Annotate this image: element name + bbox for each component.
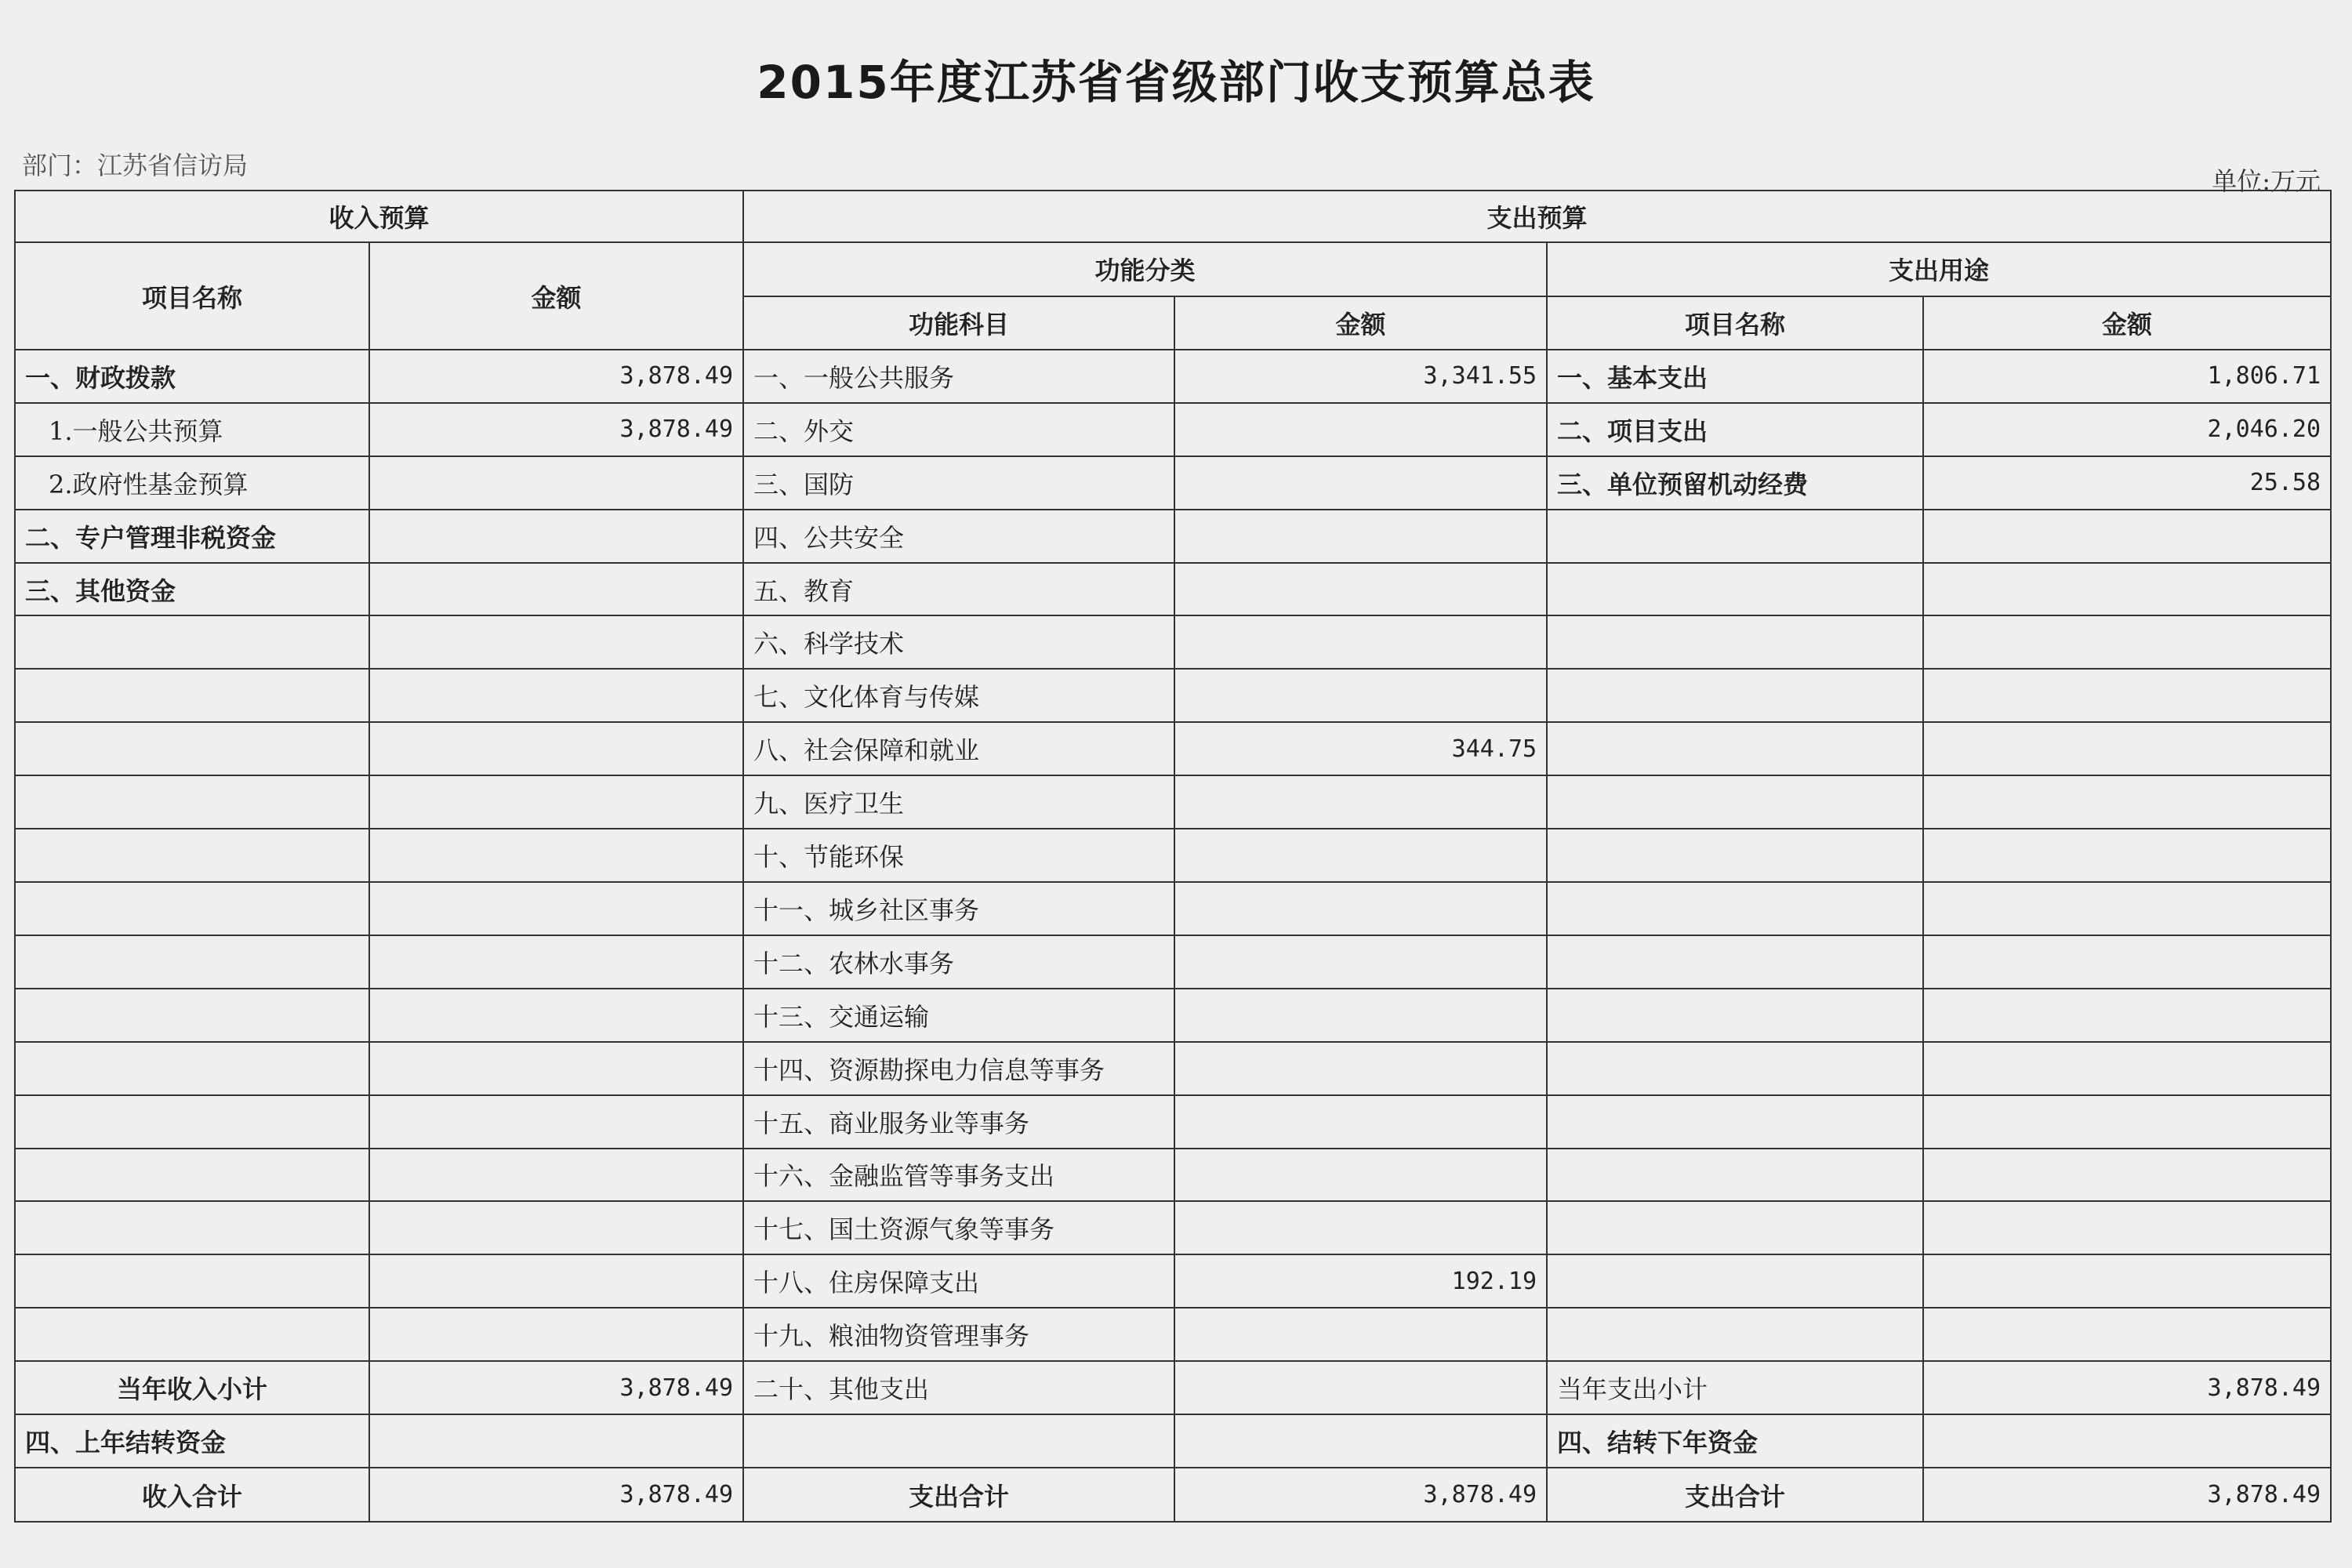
- carryover-row: [15, 1414, 2331, 1468]
- functional-subject-amount: [1174, 456, 1547, 510]
- table-row: [15, 1095, 2331, 1149]
- income-item-name: 二、专户管理非税资金: [15, 510, 369, 563]
- income-subtotal-label: 当年收入小计: [15, 1361, 369, 1414]
- functional-subject-amount: [1174, 510, 1547, 563]
- functional-subject-amount: [1174, 615, 1547, 669]
- prior-carryover-label: 四、上年结转资金: [15, 1414, 369, 1468]
- use-item-name: 三、单位预留机动经费: [1547, 456, 1923, 510]
- expense-total-use-label: 支出合计: [1547, 1468, 1923, 1522]
- use-item-amount: [1923, 1149, 2331, 1202]
- use-item-amount: [1923, 775, 2331, 829]
- income-amount: [369, 1095, 743, 1149]
- income-item-name: 三、其他资金: [15, 563, 369, 616]
- table-row: [15, 350, 2331, 403]
- use-item-name: [1547, 882, 1923, 935]
- use-item-name: [1547, 1201, 1923, 1254]
- functional-subject-amount: [1174, 1308, 1547, 1361]
- income-item-name: [15, 829, 369, 882]
- income-item-name: [15, 989, 369, 1042]
- use-item-name: [1547, 989, 1923, 1042]
- table-row: [15, 775, 2331, 829]
- income-subtotal-amount: 3,878.49: [369, 1361, 743, 1414]
- next-carryover-label: 四、结转下年资金: [1547, 1414, 1923, 1468]
- income-amount: [369, 1254, 743, 1308]
- use-item-amount: [1923, 935, 2331, 989]
- income-item-name: 1.一般公共预算: [15, 403, 369, 456]
- table-row: [15, 1042, 2331, 1095]
- income-item-name: [15, 1149, 369, 1202]
- use-item-amount: [1923, 829, 2331, 882]
- table-row: [15, 1201, 2331, 1254]
- expense-total-functional-amount: 3,878.49: [1174, 1468, 1547, 1522]
- use-item-name: [1547, 615, 1923, 669]
- income-amount: [369, 935, 743, 989]
- income-item-name: [15, 935, 369, 989]
- prior-carryover-amount: [369, 1414, 743, 1468]
- use-item-amount: [1923, 1095, 2331, 1149]
- functional-subject-amount: [1174, 775, 1547, 829]
- use-item-amount: [1923, 882, 2331, 935]
- income-item-name: [15, 775, 369, 829]
- income-amount: [369, 1201, 743, 1254]
- use-item-name-header: 项目名称: [1547, 296, 1923, 350]
- use-amount-header: 金额: [1923, 296, 2331, 350]
- functional-subject-name: 二、外交: [743, 403, 1174, 456]
- expense-budget-header: 支出预算: [743, 191, 2331, 242]
- use-item-amount: [1923, 1042, 2331, 1095]
- use-item-name: [1547, 1308, 1923, 1361]
- income-amount-header: 金额: [369, 242, 743, 350]
- table-row: [15, 1254, 2331, 1308]
- use-item-name: [1547, 1149, 1923, 1202]
- income-amount: [369, 669, 743, 722]
- functional-class-header: 功能分类: [743, 242, 1547, 296]
- use-item-name: [1547, 563, 1923, 616]
- functional-subject-name: 十一、城乡社区事务: [743, 882, 1174, 935]
- income-item-name: 一、财政拨款: [15, 350, 369, 403]
- income-budget-header: 收入预算: [15, 191, 743, 242]
- functional-subject-name: 十八、住房保障支出: [743, 1254, 1174, 1308]
- income-item-name: [15, 1254, 369, 1308]
- table-row: [15, 563, 2331, 616]
- income-total-label: 收入合计: [15, 1468, 369, 1522]
- table-row: [15, 510, 2331, 563]
- functional-blank-amount: [1174, 1414, 1547, 1468]
- income-amount: [369, 615, 743, 669]
- table-row: [15, 829, 2331, 882]
- use-item-amount: [1923, 989, 2331, 1042]
- functional-subject-name: 十二、农林水事务: [743, 935, 1174, 989]
- functional-subject-amount: [1174, 989, 1547, 1042]
- functional-subject-name: 十四、资源勘探电力信息等事务: [743, 1042, 1174, 1095]
- functional-subject-name: 八、社会保障和就业: [743, 722, 1174, 775]
- income-amount: [369, 563, 743, 616]
- use-item-name: [1547, 510, 1923, 563]
- income-item-name: [15, 722, 369, 775]
- functional-amount-header: 金额: [1174, 296, 1547, 350]
- income-amount: [369, 1149, 743, 1202]
- functional-subject-name: 十三、交通运输: [743, 989, 1174, 1042]
- use-item-amount: 25.58: [1923, 456, 2331, 510]
- functional-subject-name: 十五、商业服务业等事务: [743, 1095, 1174, 1149]
- functional-subject-name: 六、科学技术: [743, 615, 1174, 669]
- income-amount: [369, 722, 743, 775]
- use-item-amount: [1923, 1201, 2331, 1254]
- use-item-name: [1547, 1254, 1923, 1308]
- use-item-name: [1547, 829, 1923, 882]
- use-item-name: [1547, 775, 1923, 829]
- next-carryover-amount: [1923, 1414, 2331, 1468]
- expense-total-functional-label: 支出合计: [743, 1468, 1174, 1522]
- use-item-name: 二、项目支出: [1547, 403, 1923, 456]
- functional-subject-name: 四、公共安全: [743, 510, 1174, 563]
- functional-subject-amount: [1174, 882, 1547, 935]
- functional-subject-amount: [1174, 1201, 1547, 1254]
- table-row: [15, 882, 2331, 935]
- functional-subject-amount: 192.19: [1174, 1254, 1547, 1308]
- functional-subject-amount: [1174, 1095, 1547, 1149]
- use-item-amount: [1923, 1254, 2331, 1308]
- functional-subject-name: 十九、粮油物资管理事务: [743, 1308, 1174, 1361]
- use-item-amount: [1923, 615, 2331, 669]
- income-amount: [369, 1042, 743, 1095]
- use-item-amount: [1923, 563, 2331, 616]
- income-total-amount: 3,878.49: [369, 1468, 743, 1522]
- income-amount: [369, 456, 743, 510]
- table-row: [15, 935, 2331, 989]
- table-row: [15, 669, 2331, 722]
- expense-use-header: 支出用途: [1547, 242, 2331, 296]
- income-item-name: [15, 669, 369, 722]
- totals-row: [15, 1468, 2331, 1522]
- use-item-amount: [1923, 510, 2331, 563]
- expense-subtotal-label: 当年支出小计: [1547, 1361, 1923, 1414]
- page-title: 2015年度江苏省省级部门收支预算总表: [757, 56, 1595, 109]
- functional-subject-amount: [1174, 1361, 1547, 1414]
- use-item-amount: [1923, 1308, 2331, 1361]
- income-amount: [369, 775, 743, 829]
- functional-subject-amount: 3,341.55: [1174, 350, 1547, 403]
- income-item-name: [15, 1201, 369, 1254]
- functional-subject-name: 五、教育: [743, 563, 1174, 616]
- functional-subject-amount: [1174, 829, 1547, 882]
- functional-subject-name: 三、国防: [743, 456, 1174, 510]
- table-row: [15, 403, 2331, 456]
- functional-subject-amount: [1174, 935, 1547, 989]
- department-label: 部门：江苏省信访局: [22, 151, 249, 180]
- use-item-amount: 2,046.20: [1923, 403, 2331, 456]
- table-row: [15, 615, 2331, 669]
- use-item-name: [1547, 935, 1923, 989]
- functional-subject-amount: [1174, 1149, 1547, 1202]
- income-amount: [369, 510, 743, 563]
- use-item-name: [1547, 722, 1923, 775]
- income-item-name: [15, 1308, 369, 1361]
- table-row: [15, 456, 2331, 510]
- unit-label: 单位:万元: [2212, 166, 2321, 196]
- income-item-name: [15, 1095, 369, 1149]
- income-item-name: [15, 882, 369, 935]
- table-row: [15, 1149, 2331, 1202]
- income-item-name: [15, 615, 369, 669]
- use-item-amount: [1923, 722, 2331, 775]
- functional-subject-name: 十六、金融监管等事务支出: [743, 1149, 1174, 1202]
- budget-summary-table: [14, 190, 2332, 1523]
- functional-subject-name: 二十、其他支出: [743, 1361, 1174, 1414]
- income-amount: 3,878.49: [369, 403, 743, 456]
- expense-subtotal-amount: 3,878.49: [1923, 1361, 2331, 1414]
- functional-subject-name: 九、医疗卫生: [743, 775, 1174, 829]
- functional-subject-name: 七、文化体育与传媒: [743, 669, 1174, 722]
- expense-total-use-amount: 3,878.49: [1923, 1468, 2331, 1522]
- use-item-name: [1547, 1042, 1923, 1095]
- functional-subject-amount: 344.75: [1174, 722, 1547, 775]
- table-row: [15, 1308, 2331, 1361]
- functional-subject-amount: [1174, 1042, 1547, 1095]
- use-item-amount: [1923, 669, 2331, 722]
- income-amount: [369, 1308, 743, 1361]
- income-amount: 3,878.49: [369, 350, 743, 403]
- table-row: [15, 722, 2331, 775]
- use-item-amount: 1,806.71: [1923, 350, 2331, 403]
- use-item-name: [1547, 669, 1923, 722]
- use-item-name: [1547, 1095, 1923, 1149]
- income-item-name: [15, 1042, 369, 1095]
- functional-subject-amount: [1174, 563, 1547, 616]
- use-item-name: 一、基本支出: [1547, 350, 1923, 403]
- income-item-name: 2.政府性基金预算: [15, 456, 369, 510]
- table-row: [15, 989, 2331, 1042]
- income-amount: [369, 989, 743, 1042]
- functional-subject-header: 功能科目: [743, 296, 1174, 350]
- income-item-name-header: 项目名称: [15, 242, 369, 350]
- income-amount: [369, 882, 743, 935]
- functional-subject-name: 一、一般公共服务: [743, 350, 1174, 403]
- functional-subject-amount: [1174, 403, 1547, 456]
- income-amount: [369, 829, 743, 882]
- table-row: [15, 1361, 2331, 1414]
- functional-subject-amount: [1174, 669, 1547, 722]
- functional-subject-name: 十、节能环保: [743, 829, 1174, 882]
- functional-blank: [743, 1414, 1174, 1468]
- functional-subject-name: 十七、国土资源气象等事务: [743, 1201, 1174, 1254]
